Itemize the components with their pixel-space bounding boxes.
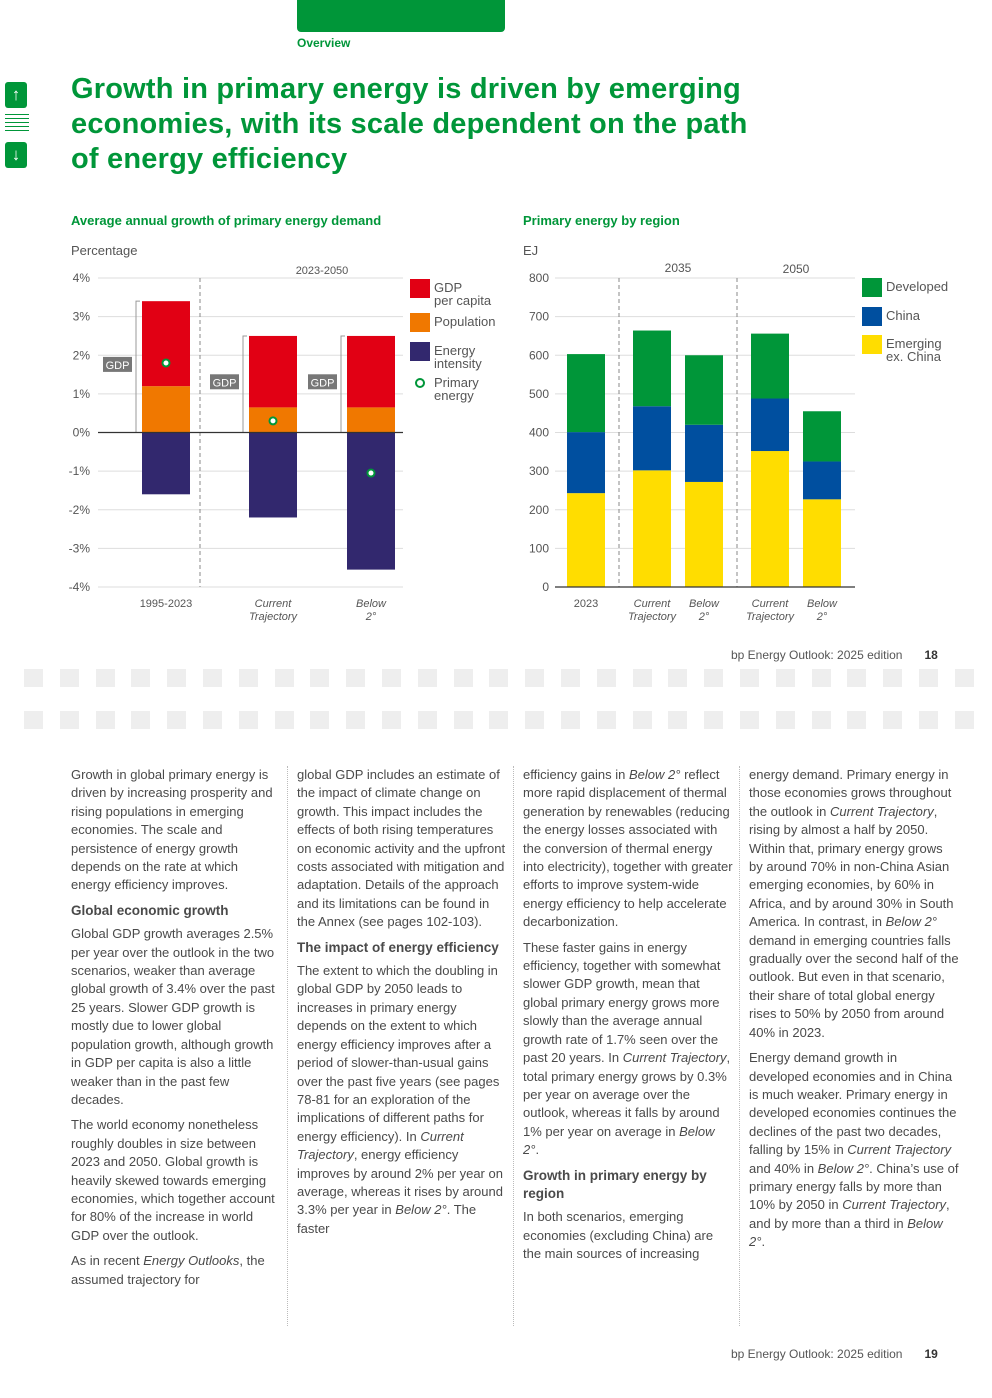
x-tick-label: 2023: [573, 598, 599, 610]
text-column-1: [71, 766, 281, 1296]
bar-gdp-per-capita: [142, 301, 190, 386]
chart2-title: Primary energy by region: [523, 213, 680, 228]
bar-developed: [685, 355, 723, 425]
group-label: 2035: [664, 261, 692, 275]
x-tick-label: 1995-2023: [139, 598, 193, 610]
arrow-up-icon[interactable]: ↑: [5, 82, 27, 108]
footer-edition: bp Energy Outlook: 2025 edition: [731, 1347, 903, 1361]
primary-energy-point: [368, 470, 375, 477]
y-tick-label: 300: [528, 464, 549, 479]
bar-emerging-ex-china: [633, 470, 671, 587]
legend-marker: [416, 379, 424, 387]
primary-energy-point: [270, 417, 277, 424]
chart1: [60, 258, 520, 638]
primary-energy-point: [163, 359, 170, 366]
page-number: 18: [924, 648, 938, 662]
bar-developed: [567, 354, 605, 432]
body-paragraph: Growth in global primary energy is driven by increasing prosperity and rising populations in emerging economies. The scale and persistence of energy growth depends on the rate at which energy efficiency improves.: [71, 767, 273, 893]
legend-swatch: [410, 313, 430, 332]
body-paragraph: efficiency gains in Below 2° reflect more rapid displacement of thermal generation by renewables (reducing the energy losses associated with the conversion of thermal energy into electricity), together with greater efforts to improve system-wide energy efficiency to help accelerate decarbonization.: [523, 767, 733, 930]
gdp-bracket: [136, 301, 140, 432]
footer-bottom: [731, 1347, 938, 1361]
x-tick-label: Current Trajectory: [745, 598, 795, 623]
menu-lines-icon[interactable]: [5, 114, 29, 134]
legend-swatch: [862, 278, 882, 297]
legend-label: ex. China: [886, 349, 941, 364]
y-tick-label: 1%: [72, 386, 90, 401]
bar-emerging-ex-china: [685, 482, 723, 587]
bar-emerging-ex-china: [751, 451, 789, 587]
page-number: 19: [924, 1347, 938, 1361]
body-paragraph: The extent to which the doubling in global GDP by 2050 leads to increases in primary energy depends on the extent to which energy efficiency improves after a period of slower-than-usual gains over the past five years (see pages 78-81 for an exploration of the implications of different paths for energy efficiency). In Current Trajectory, energy efficiency improves by around 2% per year on average, whereas it rises by around 3.3% per year in Below 2°. The faster: [297, 963, 503, 1236]
text-column-4: [749, 766, 959, 1259]
footer-edition: bp Energy Outlook: 2025 edition: [731, 648, 903, 662]
y-tick-label: 800: [528, 271, 549, 285]
body-paragraph: Energy demand growth in developed economies and in China is much weaker. Primary energy in developed economies continues the declines of the past two decades, falling by 15% in Current Trajectory and 40% in Below 2°. China’s use of primary energy falls by more than 10% by 2050 in Current Trajectory, and by more than a third in Below 2°.: [749, 1050, 959, 1250]
text-column-2: [297, 766, 507, 1245]
bar-developed: [751, 334, 789, 399]
divider-dots: [24, 669, 974, 687]
group-label: 2050: [782, 262, 810, 276]
body-paragraph: In both scenarios, emerging economies (excluding China) are the main sources of increasing: [523, 1209, 714, 1262]
y-tick-label: 3%: [72, 309, 90, 324]
legend-label: per capita: [434, 293, 492, 308]
legend-label: Primary: [434, 375, 479, 390]
x-tick-label: Current Trajectory: [248, 598, 298, 623]
y-tick-label: 100: [528, 541, 549, 556]
bar-china: [685, 425, 723, 482]
legend-label: intensity: [434, 356, 482, 371]
chart2: [515, 258, 955, 638]
y-tick-label: 0%: [72, 425, 90, 440]
gdp-bracket: [341, 336, 345, 433]
section-label: Overview: [297, 36, 351, 50]
arrow-down-icon[interactable]: ↓: [5, 142, 27, 168]
body-heading: Global economic growth: [71, 902, 229, 918]
legend-label: GDP: [434, 280, 463, 295]
bar-emerging-ex-china: [803, 499, 841, 587]
y-tick-label: -4%: [68, 580, 90, 594]
legend-label: energy: [434, 388, 474, 403]
bar-developed: [633, 331, 671, 407]
body-paragraph: These faster gains in energy efficiency, together with somewhat slower GDP growth, mean that global primary energy grows more slowly than the average annual growth rate of 1.7% seen over the past 20 years. In Current Trajectory, total primary energy grows by 0.3% per year on average over the outlook, whereas it falls by around 1% per year on average in Below 2°.: [523, 939, 731, 1158]
x-tick-label: Current Trajectory: [627, 598, 677, 623]
body-paragraph: Global GDP growth averages 2.5% per year over the outlook in the two scenarios, weaker than average global growth of 3.4% over the past 25 years. Slower GDP growth is mostly due to lower global population growth, although growth in GDP per capita is also a little weaker than in the past few decades.: [71, 926, 275, 1107]
gdp-bracket: [243, 336, 247, 433]
x-tick-label: Below 2°: [356, 598, 386, 623]
chart1-title: Average annual growth of primary energy demand: [71, 213, 382, 228]
legend-swatch: [862, 307, 882, 326]
y-tick-label: 200: [528, 502, 549, 517]
legend-label: China: [886, 308, 920, 323]
bar-population: [142, 386, 190, 432]
chart2-unit: EJ: [523, 243, 539, 258]
footer-top: [731, 648, 938, 662]
chart1-unit: Percentage: [71, 243, 138, 258]
y-tick-label: -1%: [68, 464, 90, 479]
legend-swatch: [862, 335, 882, 354]
y-tick-label: -2%: [68, 502, 90, 517]
bar-energy-intensity: [142, 433, 190, 495]
body-paragraph: As in recent Energy Outlooks, the assumed trajectory for: [71, 1253, 265, 1287]
legend-swatch: [410, 279, 430, 298]
bar-population: [347, 407, 395, 432]
legend-label: Population: [434, 314, 496, 329]
gdp-badge-label: GDP: [310, 377, 335, 390]
bar-emerging-ex-china: [567, 493, 605, 587]
y-tick-label: -3%: [68, 541, 90, 556]
bar-china: [803, 461, 841, 499]
bar-energy-intensity: [347, 433, 395, 570]
y-tick-label: 0: [542, 580, 549, 594]
y-tick-label: 2%: [72, 348, 90, 363]
body-paragraph: The world economy nonetheless roughly doubles in size between 2023 and 2050. Global growth is heavily skewed towards emerging economies, which together account for 80% of the increase in world GDP over the outlook.: [71, 1117, 275, 1243]
column-divider: [513, 766, 514, 1326]
divider-dots: [24, 711, 974, 729]
y-tick-label: 500: [528, 386, 549, 401]
gdp-badge-label: GDP: [212, 377, 237, 390]
y-tick-label: 400: [528, 425, 549, 440]
bar-developed: [803, 411, 841, 461]
bar-energy-intensity: [249, 433, 297, 518]
page-title: Growth in primary energy is driven by emerging economies, with its scale dependent on the path of energy efficiency: [71, 73, 748, 175]
bar-gdp-per-capita: [347, 336, 395, 407]
bar-china: [751, 399, 789, 452]
x-tick-label: Below 2°: [689, 598, 719, 623]
y-tick-label: 700: [528, 309, 549, 324]
gdp-badge-label: GDP: [105, 359, 130, 372]
bar-china: [633, 406, 671, 470]
group-label: 2023-2050: [295, 265, 349, 277]
body-heading: Growth in primary energy by region: [523, 1167, 707, 1201]
legend-swatch: [410, 342, 430, 361]
body-paragraph: global GDP includes an estimate of the impact of climate change on growth. This impact includes the effects of both rising temperatures on economic activity and the upfront costs associated with mitigation and adaptation. Details of the approach and its limitations can be found in the Annex (see pages 102-103).: [297, 767, 506, 930]
body-paragraph: energy demand. Primary energy in those economies grows throughout the outlook in Current Trajectory, rising by almost a half by 2050. Within that, primary energy grows by around 70% in non-China Asian emerging economies, by 60% in Africa, and by around 30% in South America. In contrast, in Below 2° demand in emerging countries falls gradually over the second half of the outlook. But even in that scenario, their share of total global energy rises to 50% by 2050 from around 40% in 2023.: [749, 767, 959, 1040]
header-tab: [297, 0, 505, 32]
column-divider: [739, 766, 740, 1326]
y-tick-label: 600: [528, 348, 549, 363]
legend-label: Developed: [886, 279, 949, 294]
body-heading: The impact of energy efficiency: [297, 939, 499, 955]
column-divider: [287, 766, 288, 1326]
legend-label: Energy: [434, 343, 476, 358]
x-tick-label: Below 2°: [807, 598, 837, 623]
y-tick-label: 4%: [72, 271, 90, 285]
bar-gdp-per-capita: [249, 336, 297, 407]
bar-china: [567, 432, 605, 493]
legend-label: Emerging: [886, 336, 942, 351]
text-column-3: [523, 766, 733, 1271]
